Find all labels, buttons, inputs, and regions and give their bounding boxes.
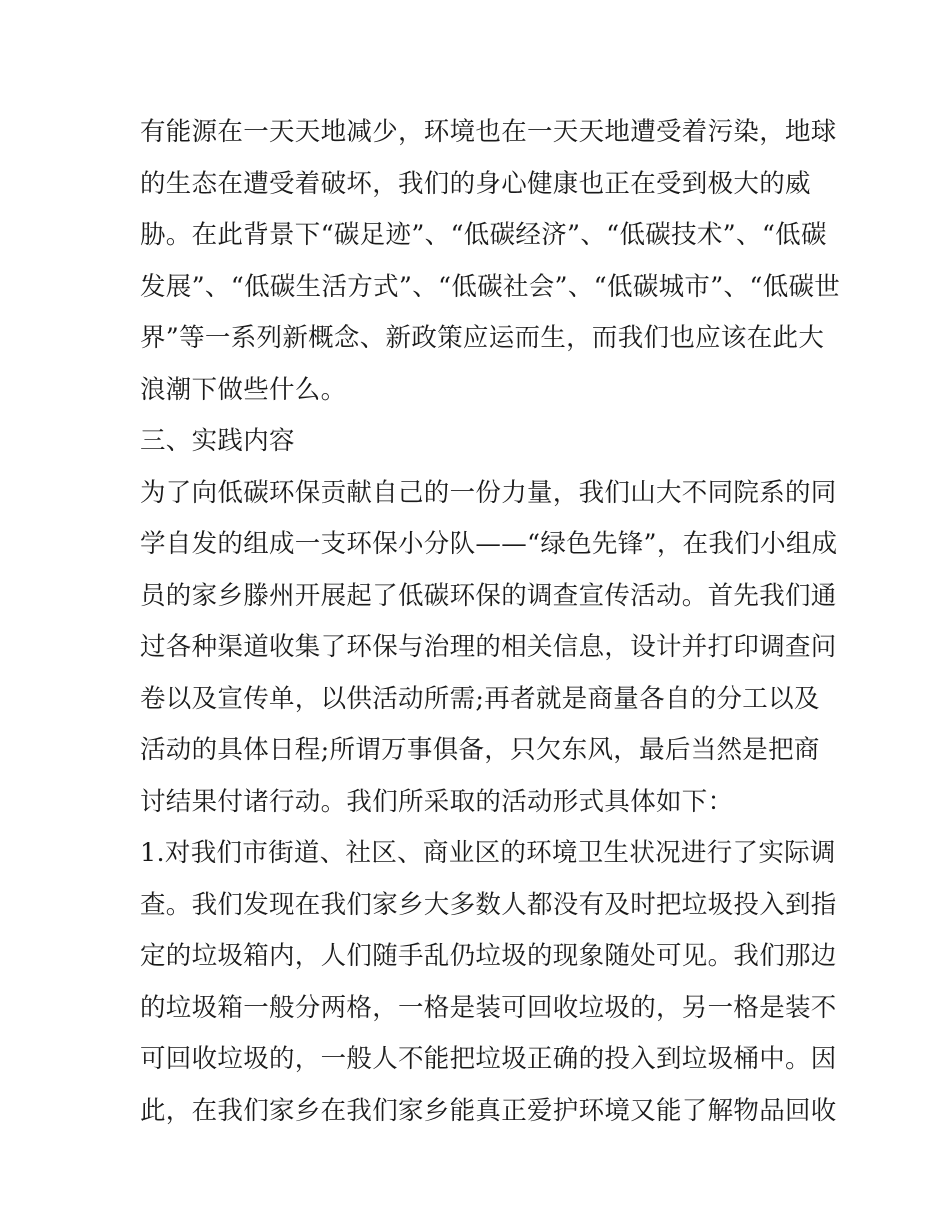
text-line: 定的垃圾箱内，人们随手乱仍垃圾的现象随处可见。我们那边	[140, 941, 837, 971]
text-line: 可回收垃圾的，一般人不能把垃圾正确的投入到垃圾桶中。因	[140, 1044, 837, 1074]
text-line: 卷以及宣传单，以供活动所需;再者就是商量各自的分工以及	[140, 683, 820, 714]
text-line: 此，在我们家乡在我们家乡能真正爱护环境又能了解物品回收	[140, 1095, 837, 1126]
text-line: 查。我们发现在我们家乡大多数人都没有及时把垃圾投入到指	[140, 889, 837, 920]
text-line: 的生态在遭受着破坏，我们的身心健康也正在受到极大的威	[140, 168, 811, 199]
text-line: 界”等一系列新概念、新政策应运而生，而我们也应该在此大	[140, 323, 825, 353]
text-line: 有能源在一天天地减少，环境也在一天天地遭受着污染，地球	[140, 117, 837, 147]
text-line: 的垃圾箱一般分两格，一格是装可回收垃圾的，另一格是装不	[140, 992, 837, 1023]
text-line: 过各种渠道收集了环保与治理的相关信息，设计并打印调查问	[140, 632, 837, 662]
text-line: 发展”、“低碳生活方式”、“低碳社会”、“低碳城市”、“低碳世	[140, 271, 841, 302]
text-line: 1.对我们市街道、社区、商业区的环境卫生状况进行了实际调	[140, 838, 836, 868]
text-line: 讨结果付诸行动。我们所采取的活动形式具体如下：	[140, 786, 734, 817]
text-line: 员的家乡滕州开展起了低碳环保的调查宣传活动。首先我们通	[140, 580, 837, 611]
section-heading: 三、实践内容	[140, 426, 295, 456]
text-line: 胁。在此背景下“碳足迹”、“低碳经济”、“低碳技术”、“低碳	[140, 220, 827, 250]
body-text	[140, 107, 841, 1137]
text-line: 学自发的组成一支环保小分队——“绿色先锋”，在我们小组成	[140, 529, 838, 559]
text-line: 活动的具体日程;所谓万事俱备，只欠东风，最后当然是把商	[140, 735, 820, 765]
text-line: 浪潮下做些什么。	[140, 374, 347, 405]
text-line: 为了向低碳环保贡献自己的一份力量，我们山大不同院系的同	[140, 477, 837, 508]
